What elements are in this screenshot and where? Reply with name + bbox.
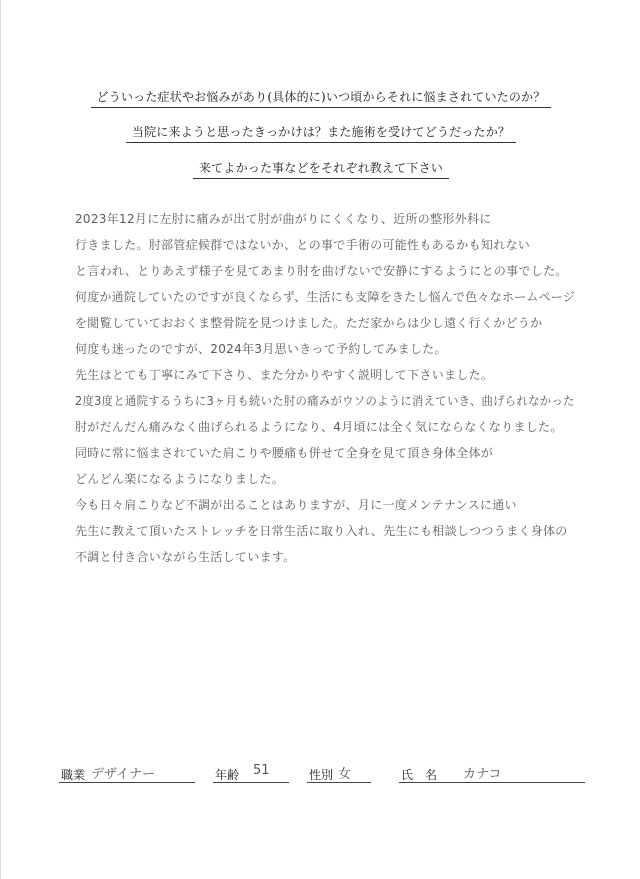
answer-line: 2023年12月に左肘に痛みが出て肘が曲がりにくくなり、近所の整形外科に [75, 212, 492, 226]
answer-line: 行きました。肘部管症候群ではないか、との事で手術の可能性もあるかも知れない [75, 238, 531, 252]
gender-value: 女 [338, 767, 352, 782]
age-underline [213, 782, 289, 783]
answer-line: 同時に常に悩まされていた肩こりや腰痛も併せて全身を見て頂き身体全体が [75, 446, 494, 460]
answer-line: 何度か通院していたのですが良くならず、生活にも支障をきたし悩んで色々なホームページ [75, 290, 576, 304]
answer-line: 不調と付き合いながら生活しています。 [75, 550, 296, 564]
answer-line: 肘がだんだん痛みなく曲げられるようになり、4月頃には全く気にならなくなりました。 [75, 420, 563, 434]
answer-line: 今も日々肩こりなど不調が出ることはありますが、月に一度メンテナンスに通い [75, 498, 517, 512]
age-label: 年齢 [215, 768, 240, 782]
question-symptoms: どういった症状やお悩みがあり(具体的に)いつ頃からそれに悩まされていたのか？ [1, 88, 640, 108]
gender-underline [307, 782, 371, 783]
answer-line: どんどん楽になるようになりました。 [75, 472, 285, 486]
occupation-value: デザイナー [91, 767, 156, 782]
answer-line: と言われ、とりあえず様子を見てあまり肘を曲げないで安静にするようにとの事でした。 [75, 264, 568, 278]
name-underline [399, 782, 585, 783]
answer-line: 先生に教えて頂いたストレッチを日常生活に取り入れ、先生にも相談しつつうまく身体の [75, 524, 568, 538]
occupation-label: 職業 [61, 768, 86, 782]
name-label: 氏 名 [401, 768, 438, 782]
answer-line: 2度3度と通院するうちに3ヶ月も続いた肘の痛みがウソのように消えていき、曲げられなかった [75, 394, 575, 408]
question-reason: 当院に来ようと思ったきっかけは？また施術を受けてどうだったか？ [1, 123, 640, 143]
answer-line: 先生はとても丁寧にみて下さり、また分かりやすく説明して下さいました。 [75, 368, 494, 382]
respondent-info [1, 760, 640, 790]
age-value: 51 [253, 763, 270, 778]
handwritten-answer [75, 206, 575, 570]
question-good-points: 来てよかった事などをそれぞれ教えて下さい [1, 159, 640, 179]
answer-line: 何度も迷ったのですが、2024年3月思いきって予約してみました。 [75, 342, 447, 356]
answer-line: を閲覧していておおくま整骨院を見つけました。ただ家からは少し遠く行くかどうか [75, 316, 543, 330]
name-value: カナコ [463, 767, 502, 782]
occupation-underline [59, 782, 195, 783]
gender-label: 性別 [309, 768, 334, 782]
